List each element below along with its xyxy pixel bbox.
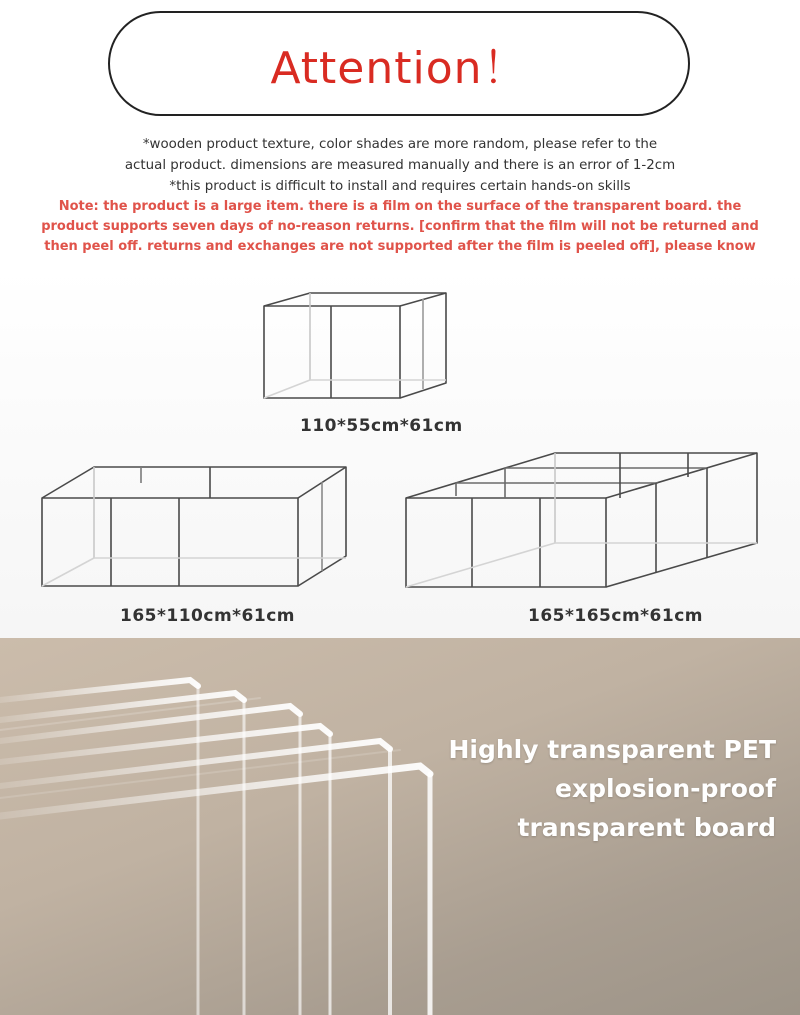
size-label-large: 165*165cm*61cm	[528, 606, 703, 626]
feature-caption	[448, 730, 776, 847]
box-small-diagram	[264, 293, 446, 398]
box-diagrams-svg	[0, 268, 800, 638]
attention-title: Attention！	[270, 42, 528, 94]
note-returns-1: Note: the product is a large item. there is a film on the surface of the transparent board. the	[58, 199, 742, 214]
feature-line-2: explosion-proof	[555, 774, 776, 803]
feature-line-3: transparent board	[517, 813, 776, 842]
feature-line-1: Highly transparent PET	[448, 735, 776, 764]
size-label-small: 110*55cm*61cm	[300, 416, 463, 436]
note-texture: *wooden product texture, color shades are more random, please refer to the	[142, 137, 658, 152]
note-returns-2: product supports seven days of no-reason returns. [confirm that the film will not be returned and	[41, 219, 759, 234]
pet-board-photo	[0, 638, 800, 1015]
note-install: *this product is difficult to install and requires certain hands-on skills	[169, 179, 631, 194]
note-returns-3: then peel off. returns and exchanges are not supported after the film is peeled off], please know	[44, 239, 756, 254]
attention-banner	[108, 11, 690, 116]
product-notes	[0, 134, 800, 257]
size-diagrams	[0, 268, 800, 638]
box-large-diagram	[406, 453, 757, 587]
box-medium-diagram	[42, 467, 346, 586]
size-label-medium: 165*110cm*61cm	[120, 606, 295, 626]
note-dimensions: actual product. dimensions are measured manually and there is an error of 1-2cm	[124, 158, 676, 173]
